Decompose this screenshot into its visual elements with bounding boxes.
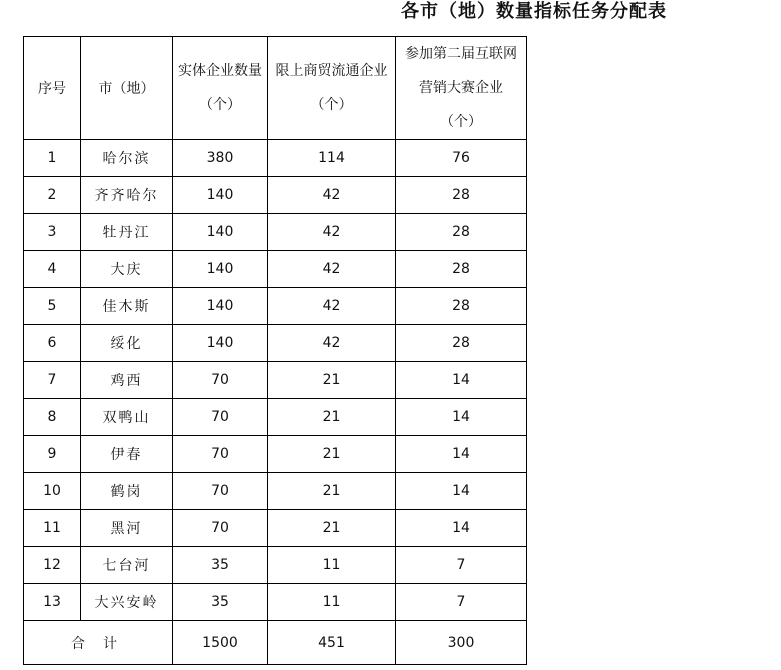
row-trade-count-cell: 42 [268, 177, 396, 214]
row-city-cell: 大兴安岭 [81, 584, 173, 621]
row-index-cell: 11 [24, 510, 81, 547]
table-row [24, 362, 527, 399]
row-contest-count-cell: 28 [396, 251, 527, 288]
row-physical-count-cell: 140 [173, 288, 268, 325]
row-trade-count-cell: 11 [268, 584, 396, 621]
row-contest-count-cell: 76 [396, 140, 527, 177]
header-col3-line3: （个） [440, 114, 482, 130]
row-physical-count-cell: 140 [173, 177, 268, 214]
row-physical-count-cell: 35 [173, 547, 268, 584]
row-trade-count-cell: 114 [268, 140, 396, 177]
header-city: 市（地） [81, 37, 173, 140]
row-index-cell: 8 [24, 399, 81, 436]
row-index-cell: 10 [24, 473, 81, 510]
header-col2-line2: （个） [310, 97, 353, 113]
table-row [24, 436, 527, 473]
row-index-cell: 6 [24, 325, 81, 362]
total-physical-count: 1500 [173, 621, 268, 665]
row-city-cell: 牡丹江 [81, 214, 173, 251]
row-index-cell: 7 [24, 362, 81, 399]
page-title: 各市（地）数量指标任务分配表 [401, 1, 667, 22]
row-physical-count-cell: 70 [173, 362, 268, 399]
row-contest-count-cell: 14 [396, 362, 527, 399]
header-col3-line1: 参加第二届互联网 [405, 46, 517, 62]
table-row [24, 214, 527, 251]
total-label: 合计 [24, 621, 173, 665]
total-trade-count: 451 [268, 621, 396, 665]
table-row [24, 510, 527, 547]
header-col1-line2: （个） [199, 97, 241, 113]
row-trade-count-cell: 21 [268, 436, 396, 473]
row-city-cell: 绥化 [81, 325, 173, 362]
row-index-cell: 1 [24, 140, 81, 177]
total-row [24, 621, 527, 665]
table-header-row [24, 37, 527, 140]
row-city-cell: 双鸭山 [81, 399, 173, 436]
allocation-table [23, 36, 527, 665]
row-trade-count-cell: 42 [268, 325, 396, 362]
header-col2-line1: 限上商贸流通企业 [275, 63, 388, 79]
row-trade-count-cell: 21 [268, 362, 396, 399]
row-index-cell: 12 [24, 547, 81, 584]
row-contest-count-cell: 28 [396, 325, 527, 362]
table-row [24, 547, 527, 584]
row-index-cell: 2 [24, 177, 81, 214]
table-row [24, 251, 527, 288]
table-row [24, 288, 527, 325]
row-contest-count-cell: 14 [396, 473, 527, 510]
table-row [24, 140, 527, 177]
row-physical-count-cell: 380 [173, 140, 268, 177]
row-physical-count-cell: 70 [173, 399, 268, 436]
header-physical-enterprises [173, 37, 268, 140]
row-physical-count-cell: 140 [173, 214, 268, 251]
row-city-cell: 鸡西 [81, 362, 173, 399]
row-contest-count-cell: 7 [396, 584, 527, 621]
row-contest-count-cell: 28 [396, 288, 527, 325]
row-city-cell: 黑河 [81, 510, 173, 547]
row-city-cell: 七台河 [81, 547, 173, 584]
row-contest-count-cell: 14 [396, 510, 527, 547]
row-city-cell: 哈尔滨 [81, 140, 173, 177]
row-index-cell: 5 [24, 288, 81, 325]
row-contest-count-cell: 7 [396, 547, 527, 584]
row-contest-count-cell: 14 [396, 436, 527, 473]
header-trade-enterprises [268, 37, 396, 140]
table-row [24, 473, 527, 510]
row-physical-count-cell: 70 [173, 473, 268, 510]
table-row [24, 177, 527, 214]
row-trade-count-cell: 21 [268, 510, 396, 547]
table-row [24, 584, 527, 621]
table-row [24, 399, 527, 436]
row-trade-count-cell: 42 [268, 251, 396, 288]
row-physical-count-cell: 70 [173, 510, 268, 547]
row-index-cell: 13 [24, 584, 81, 621]
row-index-cell: 9 [24, 436, 81, 473]
row-trade-count-cell: 42 [268, 214, 396, 251]
row-city-cell: 大庆 [81, 251, 173, 288]
row-index-cell: 3 [24, 214, 81, 251]
total-contest-count: 300 [396, 621, 527, 665]
row-trade-count-cell: 42 [268, 288, 396, 325]
row-contest-count-cell: 28 [396, 214, 527, 251]
row-physical-count-cell: 70 [173, 436, 268, 473]
row-physical-count-cell: 140 [173, 325, 268, 362]
row-trade-count-cell: 21 [268, 473, 396, 510]
header-col3-line2: 营销大赛企业 [419, 80, 503, 96]
row-city-cell: 鹤岗 [81, 473, 173, 510]
row-contest-count-cell: 14 [396, 399, 527, 436]
row-contest-count-cell: 28 [396, 177, 527, 214]
table-row [24, 325, 527, 362]
row-city-cell: 伊春 [81, 436, 173, 473]
row-physical-count-cell: 140 [173, 251, 268, 288]
header-index: 序号 [24, 37, 81, 140]
row-city-cell: 齐齐哈尔 [81, 177, 173, 214]
header-col1-line1: 实体企业数量 [178, 63, 262, 79]
row-trade-count-cell: 21 [268, 399, 396, 436]
row-trade-count-cell: 11 [268, 547, 396, 584]
header-contest-enterprises [396, 37, 527, 140]
row-city-cell: 佳木斯 [81, 288, 173, 325]
row-physical-count-cell: 35 [173, 584, 268, 621]
row-index-cell: 4 [24, 251, 81, 288]
